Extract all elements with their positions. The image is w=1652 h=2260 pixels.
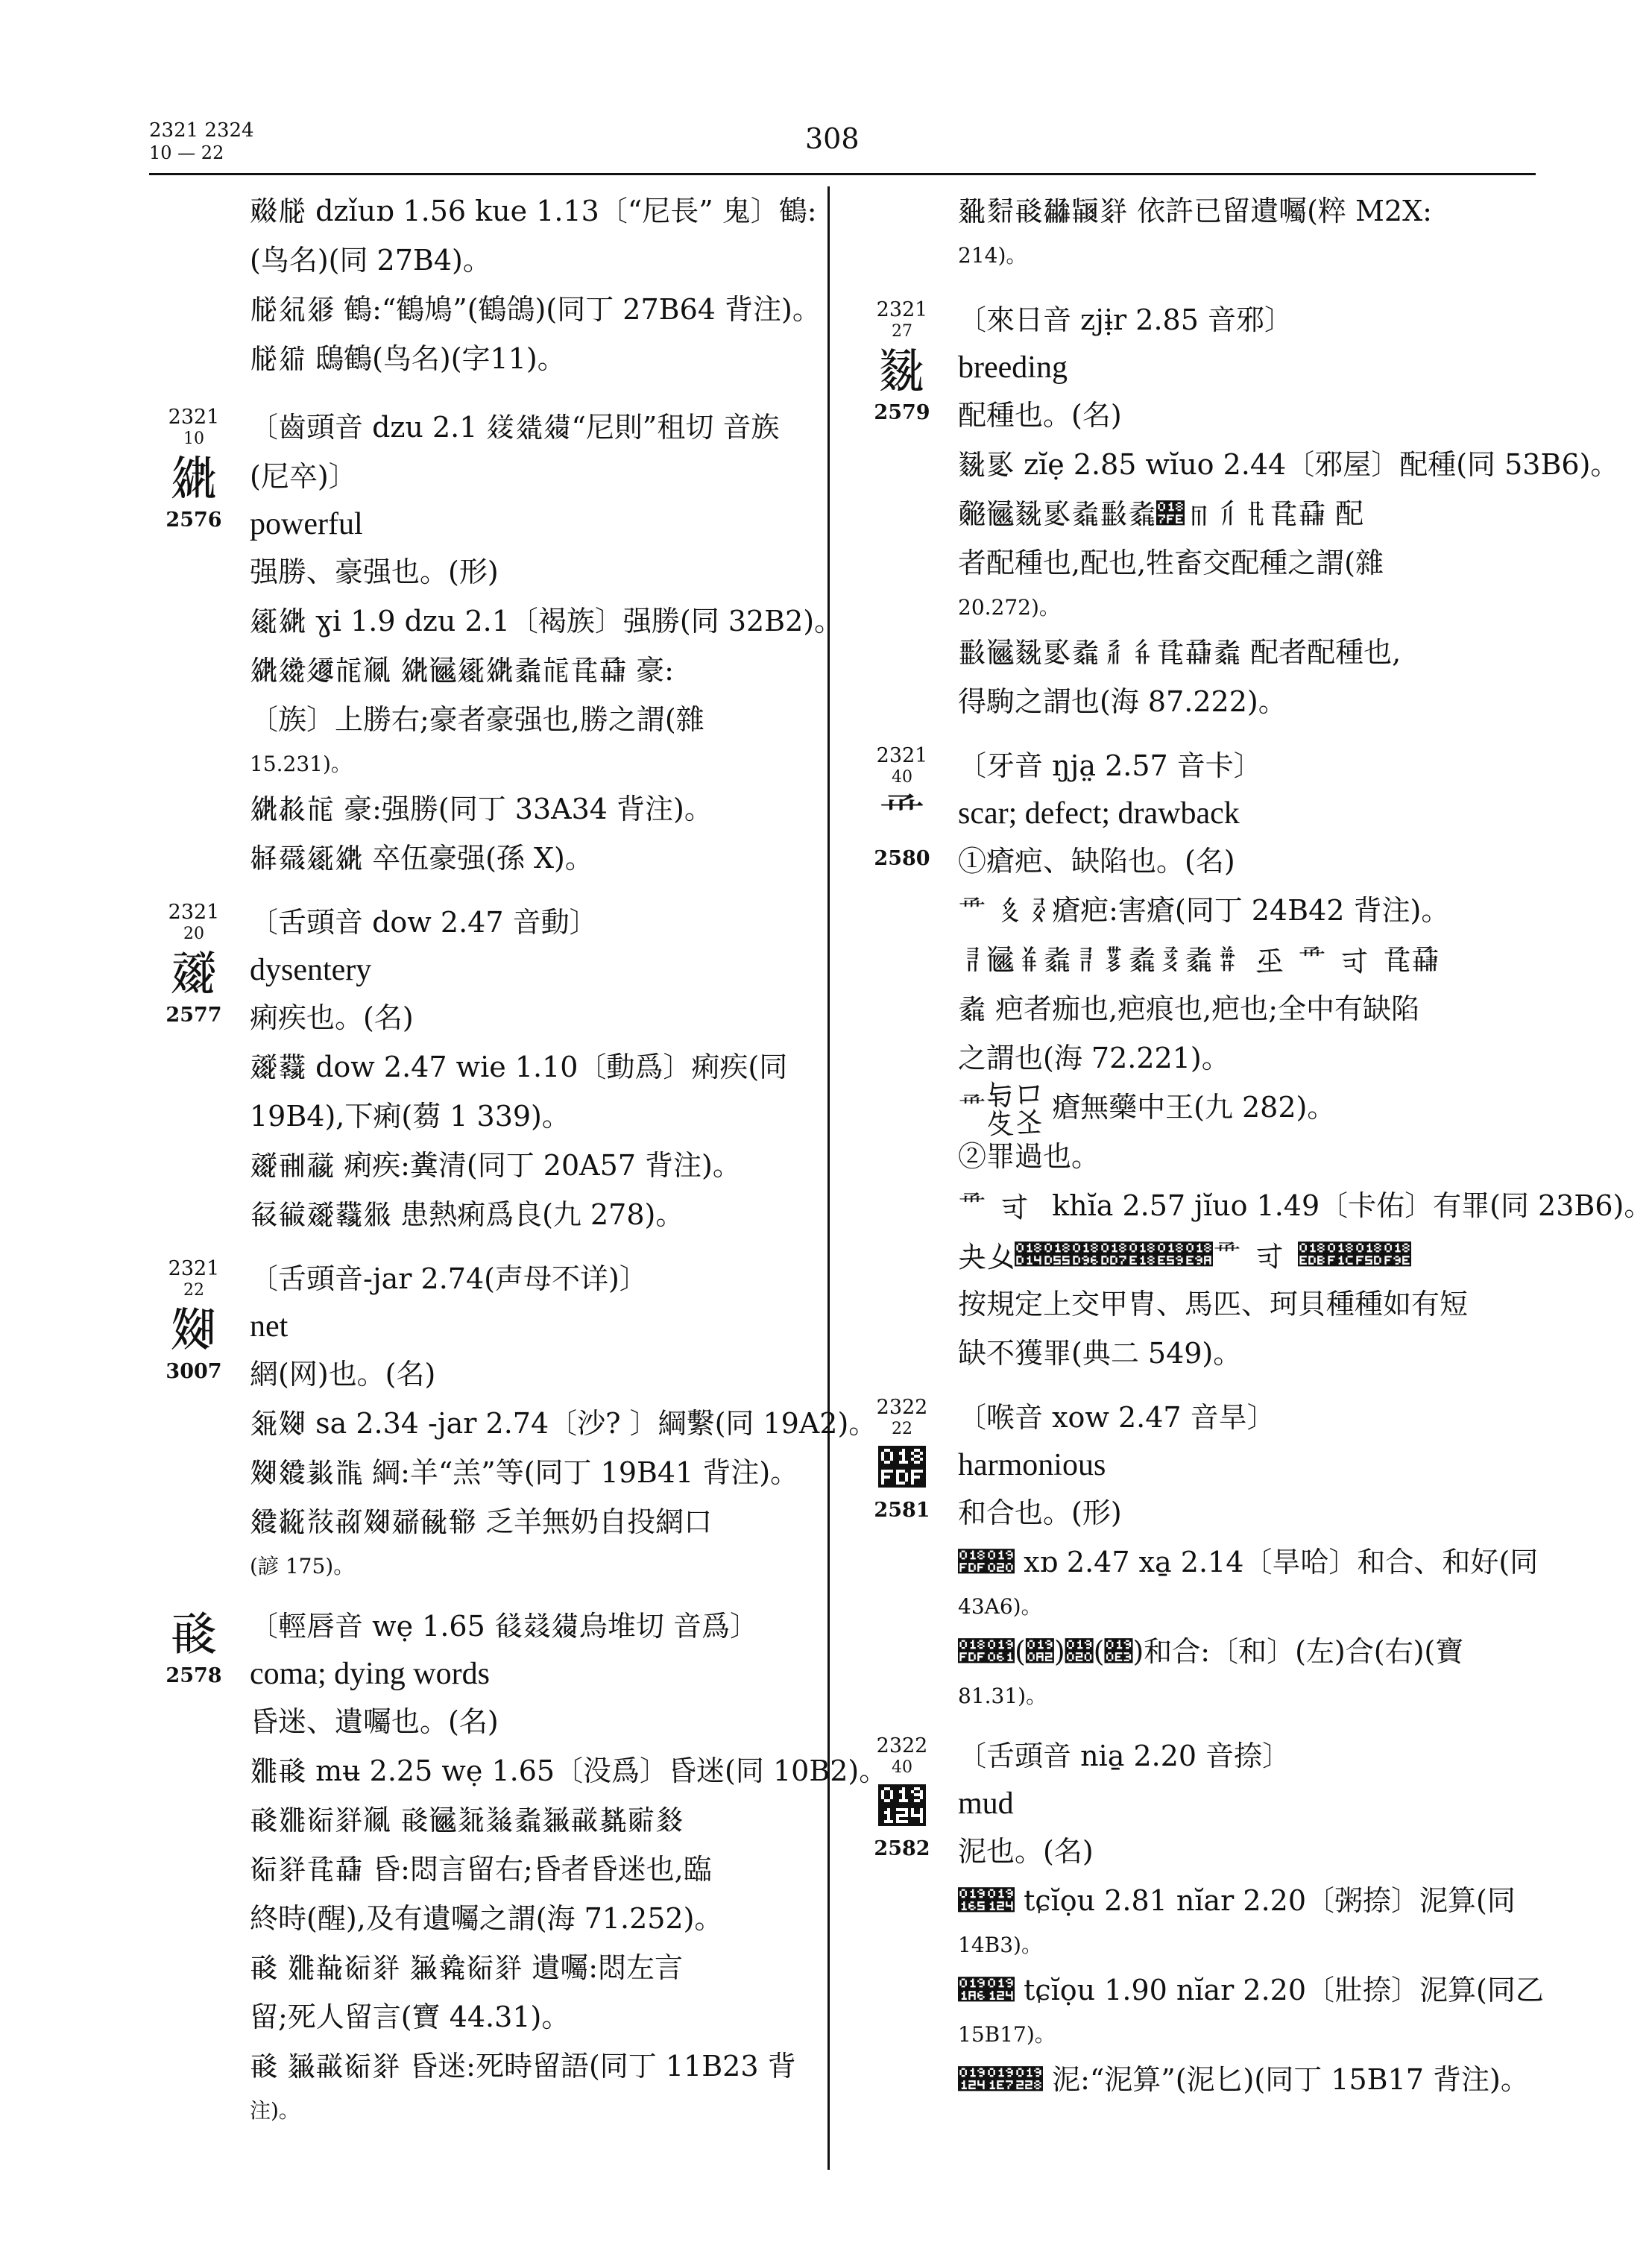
- entry-line: 𗡁𗢁 dzǐuɒ 1.56 kue 1.13〔“尼長” 鬼〕鶴:: [250, 195, 817, 227]
- entry-number: 2581: [874, 1499, 930, 1522]
- dictionary-entry: [857, 295, 1619, 726]
- entry-line: 𗿞𘂡𘃢𘄣𗽜𘅤𘆥𘇦 乏羊無奶自投網口: [250, 1505, 713, 1538]
- entry-line: 𙄤𙇧𙈨 泥:“泥算”(泥匕)(同丁 15B17 背注)。: [958, 2063, 1529, 2096]
- entry-line: 和合也。(形): [958, 1496, 1122, 1529]
- entry-gutter: [149, 901, 239, 1027]
- entry-line: 𗶕𗸗𗹘 痢疾:糞清(同丁 20A57 背注)。: [250, 1149, 741, 1182]
- dictionary-entry: [149, 403, 843, 883]
- headword-glyph: 𘈧: [170, 1607, 218, 1662]
- entry-code: 2322: [876, 1396, 928, 1419]
- entry-code: 2321: [876, 744, 928, 767]
- headword-glyph: 𗽜: [170, 1303, 218, 1358]
- entry-line: 𘌫𘍬𗱐𗲑 昏:悶言留右;昏者昏迷也,臨: [250, 1853, 712, 1886]
- entry-line: 20.272)。: [958, 595, 1060, 620]
- entry-line: 終時(醒),及有遺囑之謂(海 71.252)。: [250, 1902, 723, 1935]
- page-header: [149, 119, 1536, 171]
- entry-line: 𗦅𗳒𗭌 豪:强勝(同丁 33A34 背注)。: [250, 793, 713, 825]
- header-range: [149, 119, 254, 164]
- dictionary-entry: [857, 741, 1652, 1378]
- entry-line: 𘿟𙁡(𙂢)𙀠(𙃣)和合:〔和〕(左)合(右)(寶: [958, 1635, 1464, 1668]
- entry-number: 3007: [165, 1360, 222, 1383]
- header-rule: [149, 173, 1536, 175]
- right-column: [857, 186, 1652, 2119]
- pronunciation-line: 〔齒頭音 dzu 2.1 𗧆𗨇𗩈“尼則”租切 音族: [250, 411, 780, 444]
- entry-gutter: [857, 298, 947, 424]
- entry-line: 𘈧 𘐯𘑰𘌫𘍬 昏迷:死時留語(同丁 11B23 背: [250, 2050, 796, 2083]
- entry-code: 2321: [168, 1257, 220, 1280]
- entry-line: 𗶕𗷖 dow 2.47 wie 1.10〔動爲〕痢疾(同: [250, 1051, 788, 1083]
- english-gloss: net: [250, 1309, 289, 1344]
- entry-line: 强勝、豪强也。(形): [250, 555, 499, 588]
- entry-number: 2578: [165, 1664, 222, 1687]
- pronunciation-line: 〔舌頭音 nia̱ 2.20 音捺〕: [958, 1740, 1291, 1772]
- entry-number: 2580: [874, 847, 930, 870]
- entry-line: 泥也。(名): [958, 1835, 1094, 1868]
- entry-line: ①瘡疤、缺陷也。(名): [958, 845, 1235, 878]
- entry-subcode: 20: [183, 925, 204, 943]
- entry-code: 2321: [168, 406, 220, 429]
- entry-line: 配種也。(名): [958, 399, 1122, 432]
- entry-line: 𘿟𙀠 xɒ 2.47 xa̱ 2.14〔旱哈〕和合、和好(同: [958, 1546, 1539, 1578]
- entry-line: 𗾝𗽜 sa 2.34 -jar 2.74〔沙? 〕綱繫(同 19A2)。: [250, 1407, 877, 1440]
- english-gloss: dysentery: [250, 953, 372, 987]
- entry-line: 𗦅𗫊𗬋𗭌𗮍 𗦅𗯎𗪉𗦅𗰏𗭌𗱐𗲑 豪:: [250, 654, 674, 687]
- entry-line: 昏迷、遺囑也。(名): [250, 1705, 499, 1738]
- entry-code: 2321: [876, 298, 928, 321]
- left-column: [149, 186, 888, 2146]
- column-divider: [827, 186, 830, 2170]
- headword-glyph: 𙄤: [878, 1780, 926, 1835]
- entry-subcode: 22: [183, 1281, 204, 1300]
- entry-line: (鸟名)(同 27B4)。: [250, 244, 491, 277]
- entry-line: 19B4),下痢(蒭 1 339)。: [250, 1100, 570, 1133]
- entry-line: 15.231)。: [250, 752, 352, 776]
- dictionary-entry: [149, 1254, 877, 1587]
- entry-number: 2582: [874, 1837, 930, 1860]
- entry-gutter: [857, 1734, 947, 1860]
- entry-subcode: 22: [892, 1420, 912, 1438]
- headword-glyph: 𗦅: [170, 451, 218, 506]
- entry-line: 𘗶𘘷𘈧𘙸𘚹𘍬 依許已留遺囑(粹 M2X:: [958, 195, 1432, 227]
- dictionary-entry: [149, 1602, 888, 2131]
- entry-line: 𘛺𘜻 zĭẹ 2.85 wĭuo 2.44〔邪屋〕配種(同 53B6)。: [958, 448, 1619, 481]
- english-gloss: scar; defect; drawback: [958, 796, 1240, 831]
- entry-gutter: [857, 1396, 947, 1522]
- entry-line: 𘥄𘭍 khĭa 2.57 jĭuo 1.49〔卡佑〕有罪(同 23B6)。: [958, 1189, 1652, 1222]
- pronunciation-line: 〔來日音 zjɨ̣r 2.85 音邪〕: [958, 303, 1293, 336]
- headword-glyph: 𘛺: [878, 344, 926, 399]
- headword-glyph: 𘿟: [878, 1441, 926, 1496]
- pronunciation-line: 〔牙音 ŋja̤ 2.57 音卡〕: [958, 749, 1262, 782]
- entry-line: 𗴓𗵔𗪉𗦅 卒伍豪强(孫 X)。: [250, 842, 593, 875]
- entry-line: 𗢁𗥄 鴟鶴(鸟名)(字11)。: [250, 342, 566, 375]
- entry-line: 之謂也(海 72.221)。: [958, 1042, 1230, 1074]
- entry-line: 81.31)。: [958, 1684, 1047, 1708]
- headword-glyph: 𗶕: [170, 946, 218, 1001]
- entry-gutter: [149, 406, 239, 532]
- entry-line: 15B17)。: [958, 2022, 1056, 2047]
- entry-line: 14B3)。: [958, 1933, 1042, 1957]
- entry-line: 者配種也,配也,牲畜交配種之謂(雜: [958, 547, 1384, 579]
- entry-gutter: [149, 1605, 239, 1687]
- entry-line: 𘞽𗯎𘛺𘜻𗰏𘣂𘤃𗱐𗲑𗰏 配者配種也,: [958, 636, 1402, 669]
- pronunciation-line: 〔喉音 xow 2.47 音旱〕: [958, 1401, 1276, 1434]
- entry-line: 𘥄 𘦅𘧆瘡疤:害瘡(同丁 24B42 背注)。: [958, 894, 1450, 927]
- continued-entry: [857, 186, 1536, 276]
- page-number: 308: [805, 122, 860, 155]
- entry-line: 𘈧𘋪𘌫𘍬𗮍 𘈧𗯎𘎭𘏮𗰏𘐯𘑰𘒱𘓲𘔳: [250, 1804, 684, 1836]
- pronunciation-line: 〔輕唇音 wẹ 1.65 𘉨𘊩𗩈烏堆切 音爲〕: [250, 1610, 758, 1643]
- entry-code: 2321: [168, 901, 220, 924]
- header-range-main: 2321 2324: [149, 119, 254, 142]
- entry-line: (諺 175)。: [250, 1554, 355, 1578]
- entry-line: 𘈧 𘋪𘕴𘌫𘍬 𘐯𘖵𘌫𘍬 遺囑:悶左言: [250, 1951, 684, 1984]
- english-gloss: coma; dying words: [250, 1657, 490, 1691]
- dictionary-entry: [149, 898, 820, 1239]
- english-gloss: harmonious: [958, 1448, 1106, 1482]
- entry-code: 2322: [876, 1734, 928, 1757]
- entry-subcode: 27: [892, 322, 912, 341]
- entry-line: 𘲒𘳓𘴔𘵕𘶖𘷗𘸘𘹙𘺚𘥄𘭍𘻛𘼜𘽝𘾞: [958, 1238, 1412, 1271]
- entry-line: 𘋪𘈧 mʉ 2.25 wẹ 1.65〔没爲〕昏迷(同 10B2)。: [250, 1754, 888, 1787]
- entry-number: 2577: [165, 1004, 222, 1027]
- entry-line: 𘥄𘮎𘯏𘰐𘱑 瘡無藥中王(九 282)。: [958, 1091, 1336, 1124]
- entry-line: 𙅥𙄤 tɕĭọu 2.81 nĭar 2.20〔粥捺〕泥算(同: [958, 1884, 1516, 1917]
- entry-subcode: 10: [183, 429, 204, 448]
- entry-subcode: 40: [892, 1758, 912, 1777]
- entry-line: 𗺙𗻚𗶕𗷖𗼛 患熱痢爲良(九 278)。: [250, 1198, 684, 1231]
- entry-line: 𘧇𗯎𘨈𗰏𘧇𘩉𗰏𘪊𗰏𘫋𘬌𘥄𘭍𗱐𗲑: [958, 943, 1440, 976]
- entry-line: 𗢁𗣂𗤃 鶴:“鶴鳩”(鶴鴿)(同丁 27B64 背注)。: [250, 293, 821, 326]
- entry-line: ②罪過也。: [958, 1140, 1100, 1173]
- entry-line: 𗰏 疤者痂也,疤痕也,疤也;全中有缺陷: [958, 992, 1420, 1025]
- entry-line: 網(网)也。(名): [250, 1358, 436, 1391]
- entry-gutter: [857, 744, 947, 870]
- english-gloss: powerful: [250, 507, 363, 541]
- entry-line: 按規定上交甲胄、馬匹、珂貝種種如有短: [958, 1288, 1469, 1321]
- entry-subcode: 40: [892, 768, 912, 787]
- entry-line: 𙆦𙄤 tɕĭọu 1.90 nĭar 2.20〔壯捺〕泥算(同乙: [958, 1974, 1544, 2006]
- continued-entry: [149, 186, 820, 383]
- entry-number: 2579: [874, 401, 930, 424]
- english-gloss: breeding: [958, 350, 1068, 385]
- entry-line: 得駒之謂也(海 87.222)。: [958, 685, 1287, 718]
- pronunciation-line: 〔舌頭音 dow 2.47 音動〕: [250, 906, 598, 939]
- pronunciation-line: (尼卒)〕: [250, 460, 357, 493]
- header-range-sub: 10 — 22: [149, 142, 224, 163]
- dictionary-entry: [857, 1731, 1544, 2104]
- entry-line: 〔族〕上勝右;豪者豪强也,勝之謂(雜: [250, 703, 704, 736]
- dictionary-entry: [857, 1393, 1539, 1716]
- entry-gutter: [149, 1257, 239, 1383]
- entry-line: 留;死人留言(寶 44.31)。: [250, 2001, 570, 2033]
- entry-line: 214)。: [958, 243, 1027, 268]
- entry-number: 2576: [165, 509, 222, 532]
- entry-line: 𗽜𗿞𘀟𘁠 綱:羊“羔”等(同丁 19B41 背注)。: [250, 1456, 799, 1489]
- entry-line: 痢疾也。(名): [250, 1001, 414, 1034]
- entry-line: 注)。: [250, 2098, 300, 2123]
- english-gloss: mud: [958, 1787, 1014, 1821]
- pronunciation-line: 〔舌頭音-jar 2.74(声母不详)〕: [250, 1262, 648, 1295]
- entry-line: 𘝼𗯎𘛺𘜻𗰏𘞽𗰏𘟾𘠿𘡀𘢁𗱐𗲑 配: [958, 497, 1364, 530]
- entry-line: 缺不獲罪(典二 549)。: [958, 1337, 1242, 1370]
- headword-glyph: 𘥄: [878, 790, 926, 845]
- entry-line: 43A6)。: [958, 1594, 1042, 1619]
- entry-line: 𗪉𗦅 ɣi 1.9 dzu 2.1〔褐族〕强勝(同 32B2)。: [250, 605, 843, 638]
